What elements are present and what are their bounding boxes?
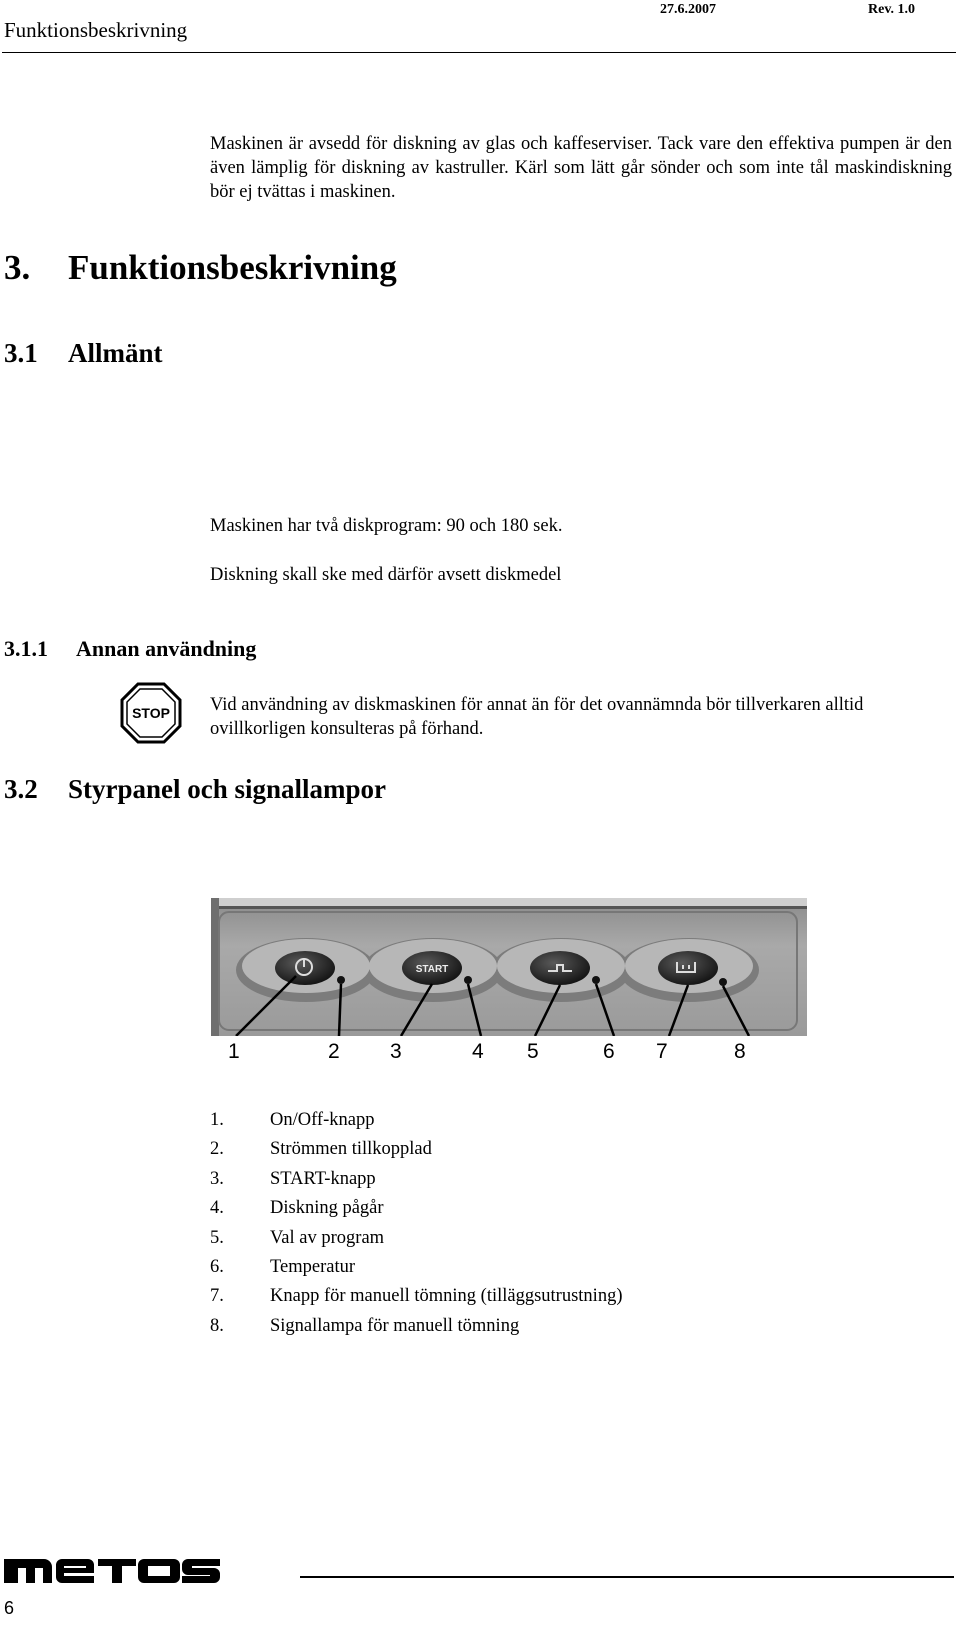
list-item: 3. START-knapp (210, 1168, 376, 1189)
list-item: 1. On/Off-knapp (210, 1110, 375, 1130)
callout-6: 6 (603, 1040, 615, 1063)
header-date: 27.6.2007 (660, 2, 716, 17)
paragraph-general-3: Diskning skall ske med därför avsett diskmedel (210, 565, 562, 585)
subsection-3-2-number: 3.2 (4, 774, 38, 804)
metos-logo (4, 1553, 220, 1585)
subsection-3-1-heading (4, 338, 163, 369)
list-item: 6. Temperatur (210, 1257, 355, 1278)
stop-sign-icon (120, 682, 182, 744)
callout-3: 3 (390, 1040, 402, 1063)
control-panel-image (211, 898, 807, 1036)
header-title: Funktionsbeskrivning (4, 18, 188, 42)
callout-2: 2 (328, 1040, 340, 1063)
callout-1: 1 (228, 1040, 240, 1063)
start-button-label: START (415, 964, 449, 975)
subsection-3-1-1-number: 3.1.1 (4, 636, 48, 661)
paragraph-general-1: Maskinen är avsedd för diskning av glas och kaffeserviser. Tack vare den effektiva pumpen är den även lämplig för diskning av kastruller. Kärl som lätt går sönder och som inte tål maskindiskning bör ej tvättas i maskinen. (210, 134, 952, 202)
header-rule (2, 52, 956, 53)
subsection-3-2-heading (4, 774, 386, 805)
stop-sign-label: STOP (132, 705, 170, 721)
subsection-3-1-1-heading (4, 636, 256, 662)
list-item: 4. Diskning pågår (210, 1198, 384, 1219)
subsection-3-1-number: 3.1 (4, 338, 38, 368)
footer-rule (300, 1576, 954, 1578)
header-revision: Rev. 1.0 (868, 2, 916, 17)
callout-4: 4 (472, 1040, 484, 1063)
subsection-3-2-title: Styrpanel och signallampor (68, 774, 387, 804)
subsection-3-1-title: Allmänt (68, 338, 163, 368)
subsection-3-1-1-title: Annan användning (76, 636, 257, 661)
list-item: 8. Signallampa för manuell tömning (210, 1315, 520, 1336)
callout-8: 8 (734, 1040, 746, 1063)
paragraph-other-use: Vid användning av diskmaskinen för annat än för det ovannämnda bör tillverkaren alltid ovillkorligen konsulteras på förhand. (210, 695, 864, 739)
paragraph-general-2: Maskinen har två diskprogram: 90 och 180 sek. (210, 516, 563, 536)
section-heading (4, 248, 397, 288)
list-item: 5. Val av program (210, 1227, 385, 1248)
callout-7: 7 (656, 1040, 668, 1063)
panel-legend-list (210, 1106, 622, 1341)
callout-5: 5 (527, 1040, 539, 1063)
panel-callout-numbers (211, 1036, 807, 1066)
section-title: Funktionsbeskrivning (68, 248, 397, 287)
list-item: 7. Knapp för manuell tömning (tilläggsutrustning) (210, 1286, 623, 1307)
page-number: 6 (4, 1598, 15, 1618)
list-item: 2. Strömmen tillkopplad (210, 1139, 432, 1160)
section-number: 3. (4, 248, 31, 287)
